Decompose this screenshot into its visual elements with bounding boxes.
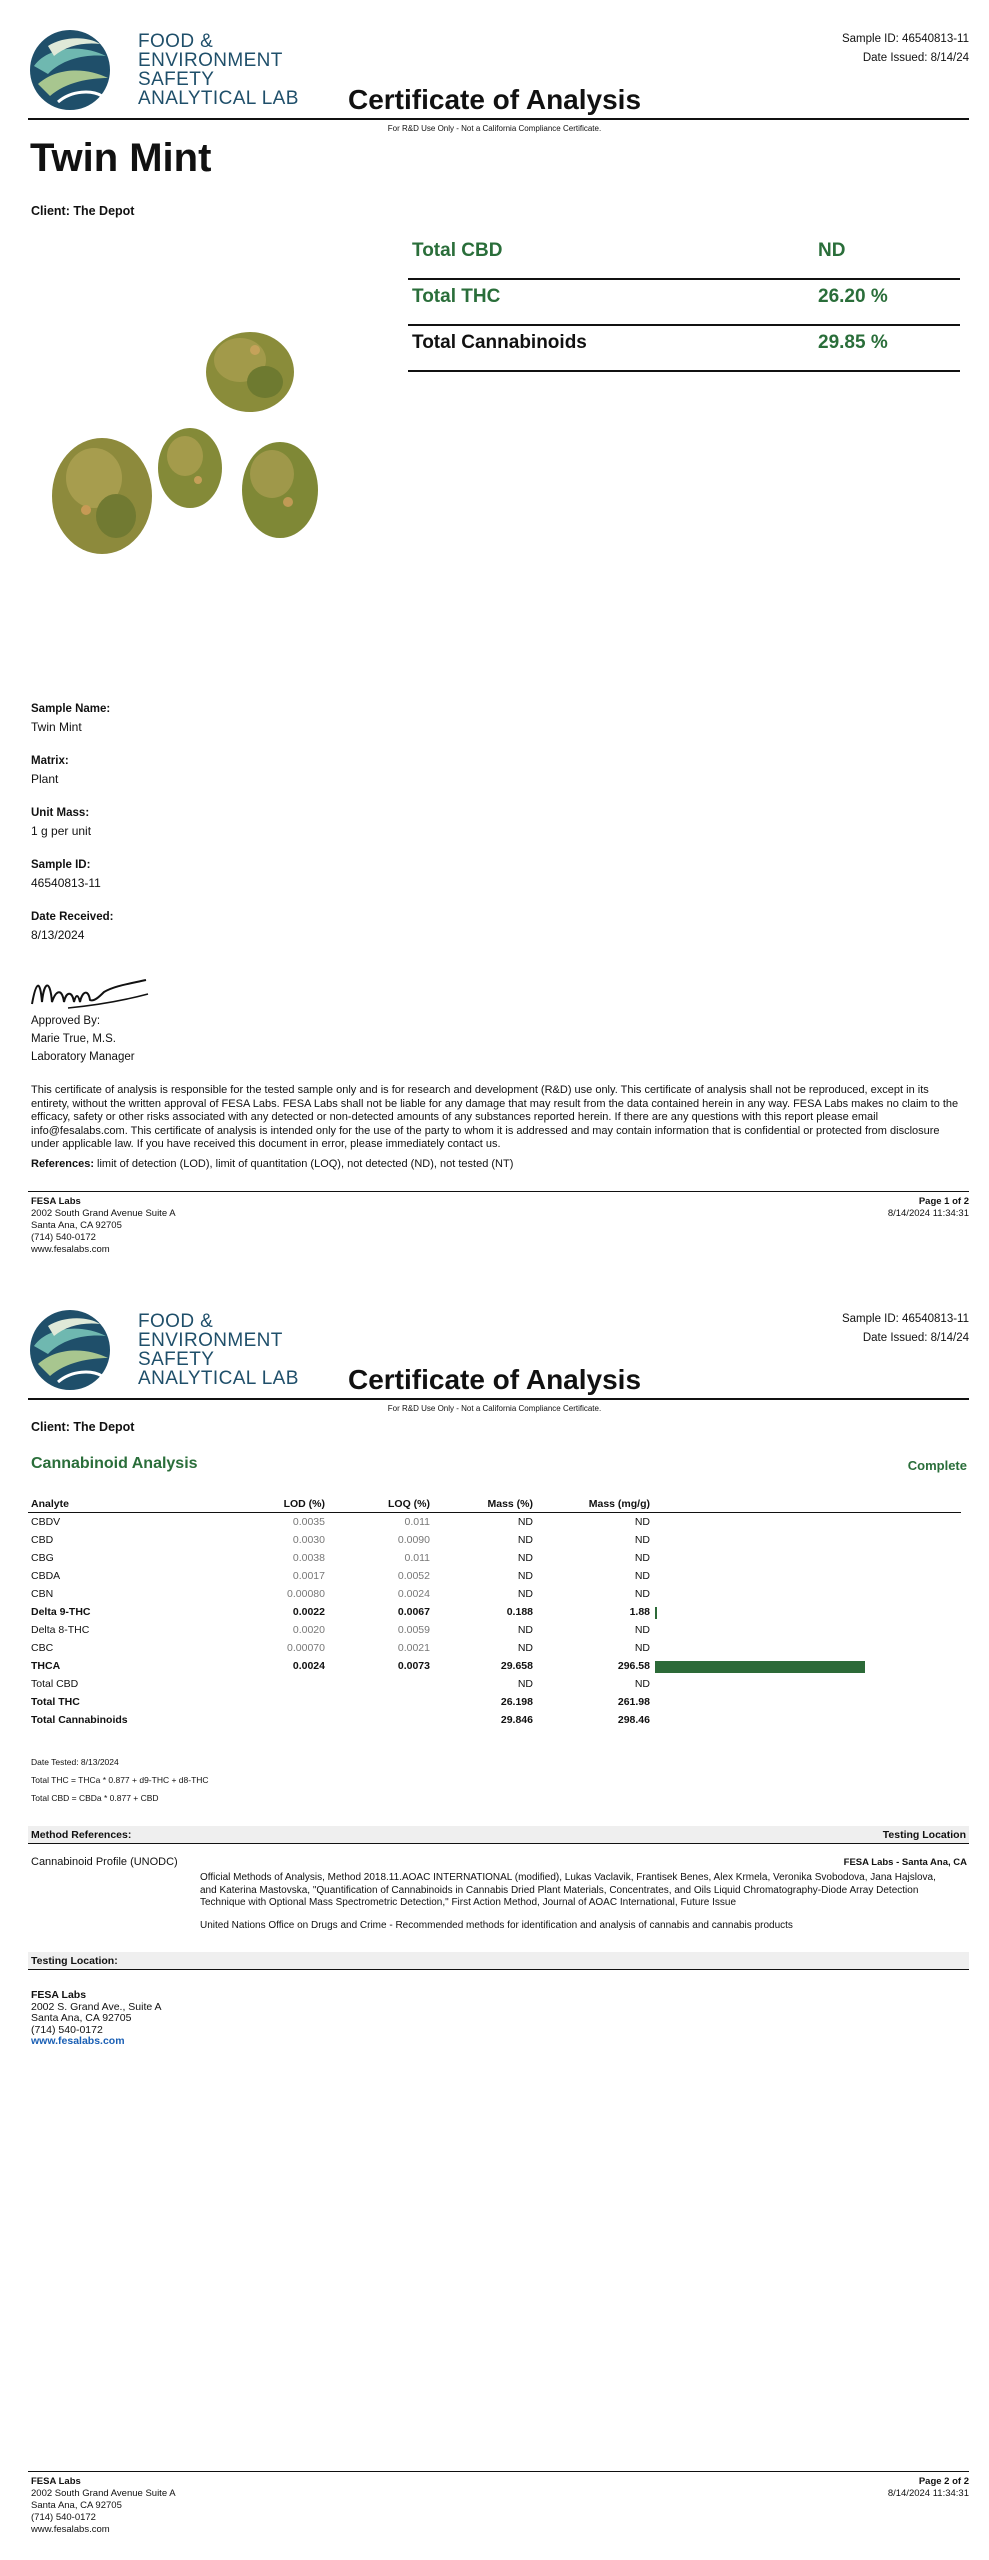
analyte-name: CBDV: [31, 1516, 61, 1528]
mass-percent: ND: [517, 1588, 533, 1600]
sample-title: Twin Mint: [30, 136, 212, 180]
mass-percent: ND: [517, 1534, 533, 1546]
footer-page-info: Page 2 of 2 8/14/2024 11:34:31: [887, 2476, 969, 2499]
mass-percent: ND: [517, 1624, 533, 1636]
date-tested: Date Tested: 8/13/2024: [31, 1757, 119, 1767]
header-rule: [28, 118, 969, 120]
footer-rule: [28, 2471, 969, 2472]
mass-percent: ND: [517, 1678, 533, 1690]
cannabinoid-table: [28, 1495, 961, 1729]
certificate-title: Certificate of Analysis: [347, 1364, 642, 1395]
column-header: Mass (%): [487, 1498, 533, 1510]
analyte-name: Delta 9-THC: [31, 1606, 91, 1618]
mass-percent: 0.188: [506, 1606, 533, 1618]
loq-value: 0.0052: [397, 1570, 430, 1582]
references: References: limit of detection (LOD), limit of quantitation (LOQ), not detected (ND), not tested (NT): [31, 1158, 514, 1170]
total-value: 26.20 %: [818, 286, 888, 307]
column-header: Analyte: [31, 1498, 69, 1510]
column-header: LOD (%): [283, 1498, 325, 1510]
column-header: Mass (mg/g): [588, 1498, 650, 1510]
lod-value: 0.0024: [292, 1660, 325, 1672]
lod-value: 0.00070: [287, 1642, 325, 1654]
mass-percent: 29.658: [500, 1660, 533, 1672]
loq-value: 0.011: [404, 1552, 430, 1564]
sample-id: Sample ID: 46540813-11: [841, 33, 969, 45]
mass-bar: [655, 1607, 657, 1619]
disclaimer: For R&D Use Only - Not a California Compliance Certificate.: [387, 1404, 602, 1413]
column-header: LOQ (%): [388, 1498, 430, 1510]
table-row: [28, 1711, 961, 1729]
flower-bud-middle: [158, 428, 222, 508]
table-row: [28, 1603, 961, 1621]
analyte-name: CBD: [31, 1534, 54, 1546]
mass-mg-per-g: ND: [634, 1588, 650, 1600]
totals-summary: [408, 234, 960, 372]
table-body: [28, 1513, 961, 1729]
mass-percent: ND: [517, 1516, 533, 1528]
lod-value: 0.0022: [292, 1606, 325, 1618]
logo-wordmark: FOOD & ENVIRONMENT SAFETY ANALYTICAL LAB: [138, 31, 299, 109]
footer-address: FESA Labs 2002 South Grand Avenue Suite A Santa Ana, CA 92705 (714) 540-0172 www.fesalabs.com: [31, 2476, 176, 2535]
table-row: [28, 1639, 961, 1657]
loq-value: 0.0067: [397, 1606, 430, 1618]
total-row: [408, 234, 960, 280]
mass-percent: 26.198: [500, 1696, 533, 1708]
mass-percent: ND: [517, 1552, 533, 1564]
field-sample-name: Sample Name: Twin Mint: [31, 703, 111, 734]
mass-mg-per-g: ND: [634, 1570, 650, 1582]
table-row: [28, 1621, 961, 1639]
analyte-name: Total Cannabinoids: [31, 1714, 128, 1726]
mass-mg-per-g: 298.46: [617, 1714, 650, 1726]
lod-value: 0.0017: [292, 1570, 325, 1582]
loq-value: 0.011: [404, 1516, 430, 1528]
flower-bud-right: [242, 442, 318, 538]
total-label: Total CBD: [412, 240, 503, 261]
method-location: FESA Labs - Santa Ana, CA: [843, 1857, 967, 1868]
analyte-name: Total THC: [31, 1696, 80, 1708]
loq-value: 0.0021: [397, 1642, 430, 1654]
client-name: Client: The Depot: [31, 1420, 135, 1434]
total-row: [408, 280, 960, 326]
mass-percent: ND: [517, 1642, 533, 1654]
mass-bar: [655, 1661, 865, 1673]
mass-mg-per-g: 296.58: [617, 1660, 650, 1672]
loq-value: 0.0090: [397, 1534, 430, 1546]
field-date-received: Date Received: 8/13/2024: [31, 911, 114, 942]
testing-location-header: Testing Location:: [28, 1952, 969, 1970]
date-issued: Date Issued: 8/14/24: [862, 1332, 969, 1344]
signature: [28, 972, 158, 1012]
sample-fields: [31, 700, 113, 960]
lod-value: 0.0030: [292, 1534, 325, 1546]
analyte-name: Total CBD: [31, 1678, 79, 1690]
method-references-header: Method References: Testing Location: [28, 1826, 969, 1844]
footer-address: FESA Labs 2002 South Grand Avenue Suite A Santa Ana, CA 92705 (714) 540-0172 www.fesalabs.com: [31, 1196, 176, 1255]
analyte-name: CBC: [31, 1642, 54, 1654]
lod-value: 0.00080: [287, 1588, 325, 1600]
table-header: [28, 1495, 961, 1513]
legal-statement: This certificate of analysis is responsible for the tested sample only and is for research and development (R&D) use only. This certificate of analysis shall not be reproduced, except in its entirety, without the written approval of FESA Labs. FESA Labs shall not be liable for any damage that may result from the data contained herein in any way. FESA Labs makes no claim to the efficacy, safety or other risks associated with any detected or non-detected amounts of any substances reported herein. If there are any questions with this report please email info@fesalabs.com. This certificate of analysis is intended only for the use of the party to whom it is addressed and may contain information that is confidential or protected from disclosure under applicable law. If you have received this document in error, please immediately contact us.: [31, 1084, 959, 1150]
header-rule: [28, 1398, 969, 1400]
total-row: [408, 326, 960, 372]
analyte-name: CBN: [31, 1588, 54, 1600]
formula-thc: Total THC = THCa * 0.877 + d9-THC + d8-THC: [31, 1775, 209, 1785]
loq-value: 0.0059: [397, 1624, 430, 1636]
loq-value: 0.0073: [397, 1660, 430, 1672]
analyte-name: THCA: [31, 1660, 61, 1672]
total-value: 29.85 %: [818, 332, 888, 353]
table-row: [28, 1657, 961, 1675]
logo-wordmark: FOOD & ENVIRONMENT SAFETY ANALYTICAL LAB: [138, 1311, 299, 1389]
mass-mg-per-g: ND: [634, 1678, 650, 1690]
page-2: [0, 1280, 989, 2560]
table-row: [28, 1585, 961, 1603]
mass-mg-per-g: ND: [634, 1516, 650, 1528]
testing-location: FESA Labs 2002 S. Grand Ave., Suite A Santa Ana, CA 92705 (714) 540-0172 www.fesalabs.com: [31, 1989, 162, 2047]
header-meta: [842, 1310, 969, 1348]
analysis-notes: [31, 1753, 209, 1807]
header-meta: [842, 30, 969, 68]
lod-value: 0.0035: [292, 1516, 325, 1528]
field-sample-id: Sample ID: 46540813-11: [31, 859, 101, 890]
footer-rule: [28, 1191, 969, 1192]
mass-percent: 29.846: [500, 1714, 533, 1726]
table-row: [28, 1513, 961, 1531]
table-row: [28, 1567, 961, 1585]
footer-page-info: Page 1 of 2 8/14/2024 11:34:31: [887, 1196, 969, 1219]
lod-value: 0.0020: [292, 1624, 325, 1636]
flower-bud-left: [52, 438, 152, 554]
table-row: [28, 1531, 961, 1549]
analyte-name: Delta 8-THC: [31, 1624, 90, 1636]
status-badge: Complete: [907, 1458, 967, 1473]
table-row: [28, 1549, 961, 1567]
certificate-title: Certificate of Analysis: [347, 84, 642, 115]
mass-percent: ND: [517, 1570, 533, 1582]
website-link[interactable]: www.fesalabs.com: [31, 2035, 125, 2047]
field-matrix: Matrix: Plant: [31, 755, 69, 786]
table-row: [28, 1675, 961, 1693]
total-label: Total THC: [412, 286, 501, 307]
disclaimer: For R&D Use Only - Not a California Compliance Certificate.: [387, 124, 602, 133]
total-value: ND: [818, 240, 846, 261]
flower-bud-top: [206, 332, 294, 412]
section-title: Cannabinoid Analysis: [31, 1455, 198, 1472]
analyte-name: CBG: [31, 1552, 54, 1564]
lod-value: 0.0038: [292, 1552, 325, 1564]
mass-mg-per-g: ND: [634, 1534, 650, 1546]
field-unit-mass: Unit Mass: 1 g per unit: [31, 807, 92, 838]
mass-mg-per-g: ND: [634, 1642, 650, 1654]
approval-block: Approved By: Marie True, M.S. Laboratory Manager: [31, 1015, 135, 1063]
method-description: Official Methods of Analysis, Method 2018.11.AOAC INTERNATIONAL (modified), Lukas Vaclavik, Frantisek Benes, Alex Krmela, Veronika Svobodova, Jana Hajslova, and Katerina Mastovska, "Quantification of Cannabinoids in Cannabis Dried Plant Materials, Concentrates, and Oils Liquid Chromatography-Diode Array Detection Technique with Optional Mass Spectrometric Detection," First Action Method, Journal of AOAC International, Future Issue United Nations Office on Drugs and Crime - Recommended methods for identification and analysis of cannabis and cannabis products: [200, 1872, 936, 1931]
total-label: Total Cannabinoids: [412, 332, 587, 353]
mass-mg-per-g: ND: [634, 1552, 650, 1564]
mass-mg-per-g: 261.98: [617, 1696, 650, 1708]
mass-mg-per-g: ND: [634, 1624, 650, 1636]
table-row: [28, 1693, 961, 1711]
loq-value: 0.0024: [397, 1588, 430, 1600]
date-issued: Date Issued: 8/14/24: [862, 52, 969, 64]
sample-id: Sample ID: 46540813-11: [841, 1313, 969, 1325]
client-name: Client: The Depot: [31, 204, 135, 218]
analyte-name: CBDA: [31, 1570, 61, 1582]
method-name: Cannabinoid Profile (UNODC): [31, 1856, 178, 1868]
formula-cbd: Total CBD = CBDa * 0.877 + CBD: [31, 1793, 159, 1803]
sample-photo: [40, 320, 330, 570]
mass-mg-per-g: 1.88: [629, 1606, 650, 1618]
